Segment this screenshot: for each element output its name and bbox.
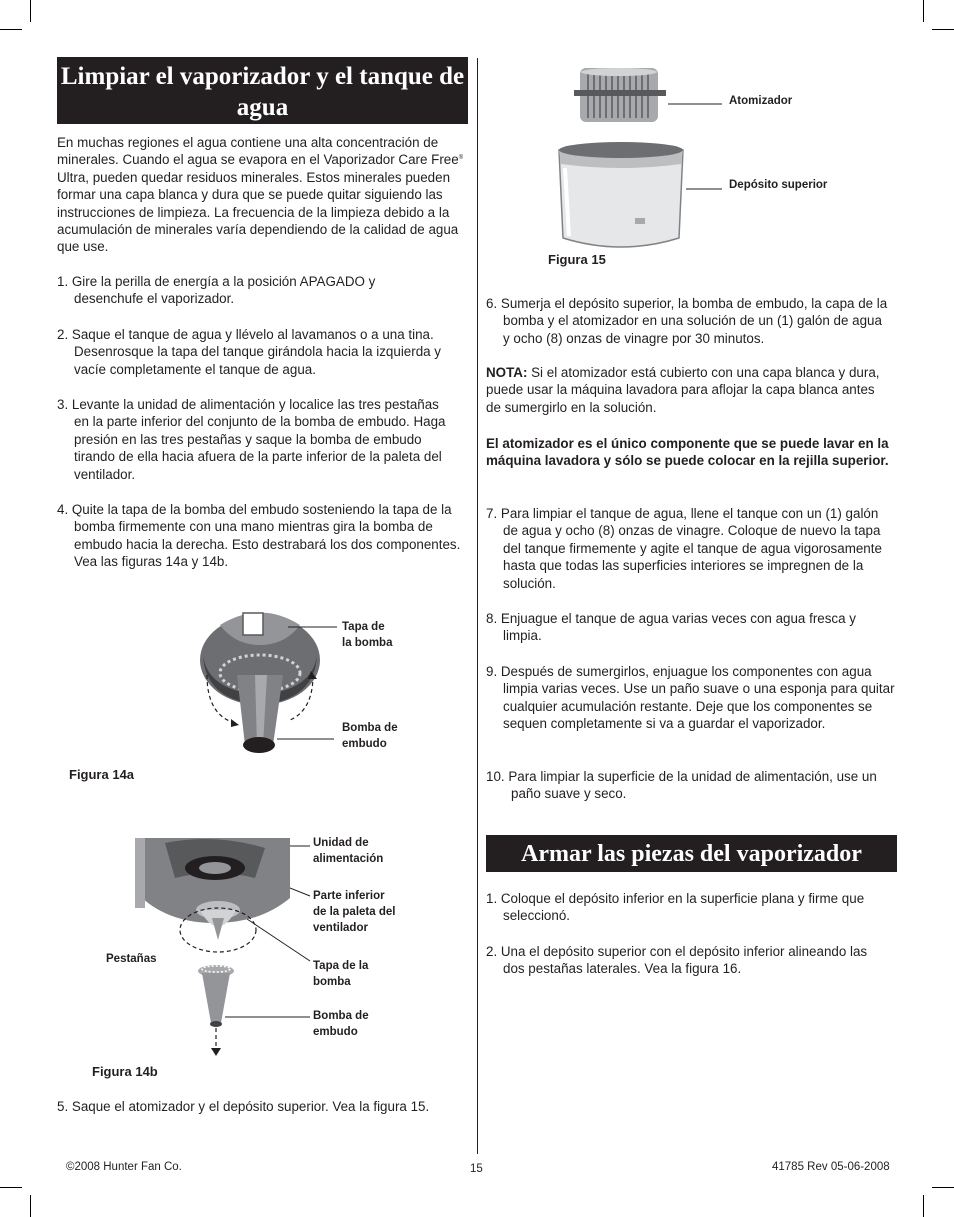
label-line: Tapa de — [342, 621, 385, 633]
assembly-step-1: 1. Coloque el depósito inferior en la superficie plana y firme que seleccionó. — [486, 891, 865, 924]
label-line: embudo — [313, 1026, 358, 1038]
label-power-unit — [313, 835, 383, 867]
step-4: 4. Quite la tapa de la bomba del embudo sosteniendo la tapa de la bomba firmemente con una mano mientras gira la bomba de embudo hacia la derecha. Esto destrabará los dos componentes. Vea las figuras 14a y 14b. — [57, 502, 461, 570]
label-line: alimentación — [313, 853, 384, 865]
section-title-assembly: Armar las piezas del vaporizador — [486, 835, 897, 872]
step-1: 1. Gire la perilla de energía a la posición APAGADO y desenchufe el vaporizador. — [57, 274, 376, 307]
assembly-step-2: 2. Una el depósito superior con el depósito inferior alineando las dos pestañas laterales. Vea la figura 16. — [486, 944, 868, 977]
bold-note: El atomizador es el único componente que se puede lavar en la máquina lavadora y sólo se puede colocar en la rejilla superior. — [486, 436, 889, 469]
figure-14a-caption: Figura 14a — [69, 767, 135, 782]
label-tabs: Pestañas — [106, 953, 157, 965]
figure-15-caption: Figura 15 — [548, 252, 606, 267]
label-funnel-pump — [342, 720, 398, 752]
label-line: la bomba — [342, 637, 393, 649]
figure-15-atomizer-illustration — [574, 68, 666, 124]
page-number: 15 — [470, 1163, 483, 1175]
label-line: bomba — [313, 976, 351, 988]
step-3: 3. Levante la unidad de alimentación y localice las tres pestañas en la parte inferior del conjunto de la bomba de embudo. Haga presión en las tres pestañas y saque la bomba de embudo tirando de ella hacia afuera de la parte inferior de la paleta del ventilador. — [57, 397, 446, 482]
registered-mark: ® — [458, 155, 464, 162]
step-8: 8. Enjuague el tanque de agua varias veces con agua fresca y limpia. — [486, 611, 856, 644]
label-atomizer: Atomizador — [729, 95, 793, 107]
note-text: Si el atomizador está cubierto con una capa blanca y dura, puede usar la máquina lavadora para aflojar la capa blanca antes de sumergirlo en la solución. — [486, 365, 880, 415]
label-line: embudo — [342, 738, 387, 750]
step-5: 5. Saque el atomizador y el depósito superior. Vea la figura 15. — [57, 1099, 430, 1114]
section-title-cleaning: Limpiar el vaporizador y el tanque de agua — [57, 57, 468, 124]
step-7: 7. Para limpiar el tanque de agua, llene el tanque con un (1) galón de agua y ocho (8) onzas de vinagre. Coloque de nuevo la tapa del tanque firmemente y agite el tanque de agua vigorosamente hasta que todas las superficies interiores se impregnen de la solución. — [486, 506, 882, 591]
step-6: 6. Sumerja el depósito superior, la bomba de embudo, la capa de la bomba y el atomizador en una solución de un (1) galón de agua y ocho (8) onzas de vinagre por 30 minutos. — [486, 296, 888, 346]
figure-15-tank-illustration — [555, 140, 687, 252]
note-paragraph — [486, 364, 891, 416]
label-line: Bomba de — [313, 1010, 369, 1022]
label-funnel-pump-14b — [313, 1008, 369, 1040]
intro-text: Ultra, pueden quedar residuos minerales. Estos minerales pueden formar una capa blanca y dura que se puede quitar siguiendo las instrucciones de limpieza. La frecuencia de la limpieza debido a la acumulación de minerales varía dependiendo de la calidad de agua que use. — [57, 169, 459, 255]
intro-text: En muchas regiones el agua contiene una alta concentración de minerales. Cuando el agua se evapora en el Vaporizador Care Free — [57, 135, 459, 168]
figure-14b-caption: Figura 14b — [92, 1064, 158, 1079]
label-pump-cap — [342, 619, 392, 651]
label-line: Parte inferior — [313, 890, 385, 902]
label-line: Bomba de — [342, 722, 398, 734]
label-pump-cap-14b — [313, 958, 368, 990]
figure-14b-illustration — [130, 838, 295, 1060]
label-upper-tank: Depósito superior — [729, 179, 828, 191]
step-10: 10. Para limpiar la superficie de la unidad de alimentación, use un paño suave y seco. — [486, 769, 877, 802]
step-9: 9. Después de sumergirlos, enjuague los componentes con agua limpia varias veces. Use un paño suave o una esponja para quitar cualquier acumulación restante. Deje que los componentes se sequen completamente si va a guardar el vaporizador. — [486, 664, 895, 732]
label-line: de la paleta del — [313, 906, 396, 918]
footer-revision: 41785 Rev 05-06-2008 — [772, 1161, 890, 1173]
label-line: Unidad de — [313, 837, 369, 849]
label-line: Tapa de la — [313, 960, 369, 972]
footer-copyright: ©2008 Hunter Fan Co. — [66, 1161, 182, 1173]
label-line: ventilador — [313, 922, 368, 934]
label-fan-paddle-bottom — [313, 888, 395, 936]
step-2: 2. Saque el tanque de agua y llévelo al lavamanos o a una tina. Desenrosque la tapa del tanque girándola hacia la izquierda y vacíe completamente el tanque de agua. — [57, 327, 442, 377]
note-label: NOTA: — [486, 365, 528, 380]
